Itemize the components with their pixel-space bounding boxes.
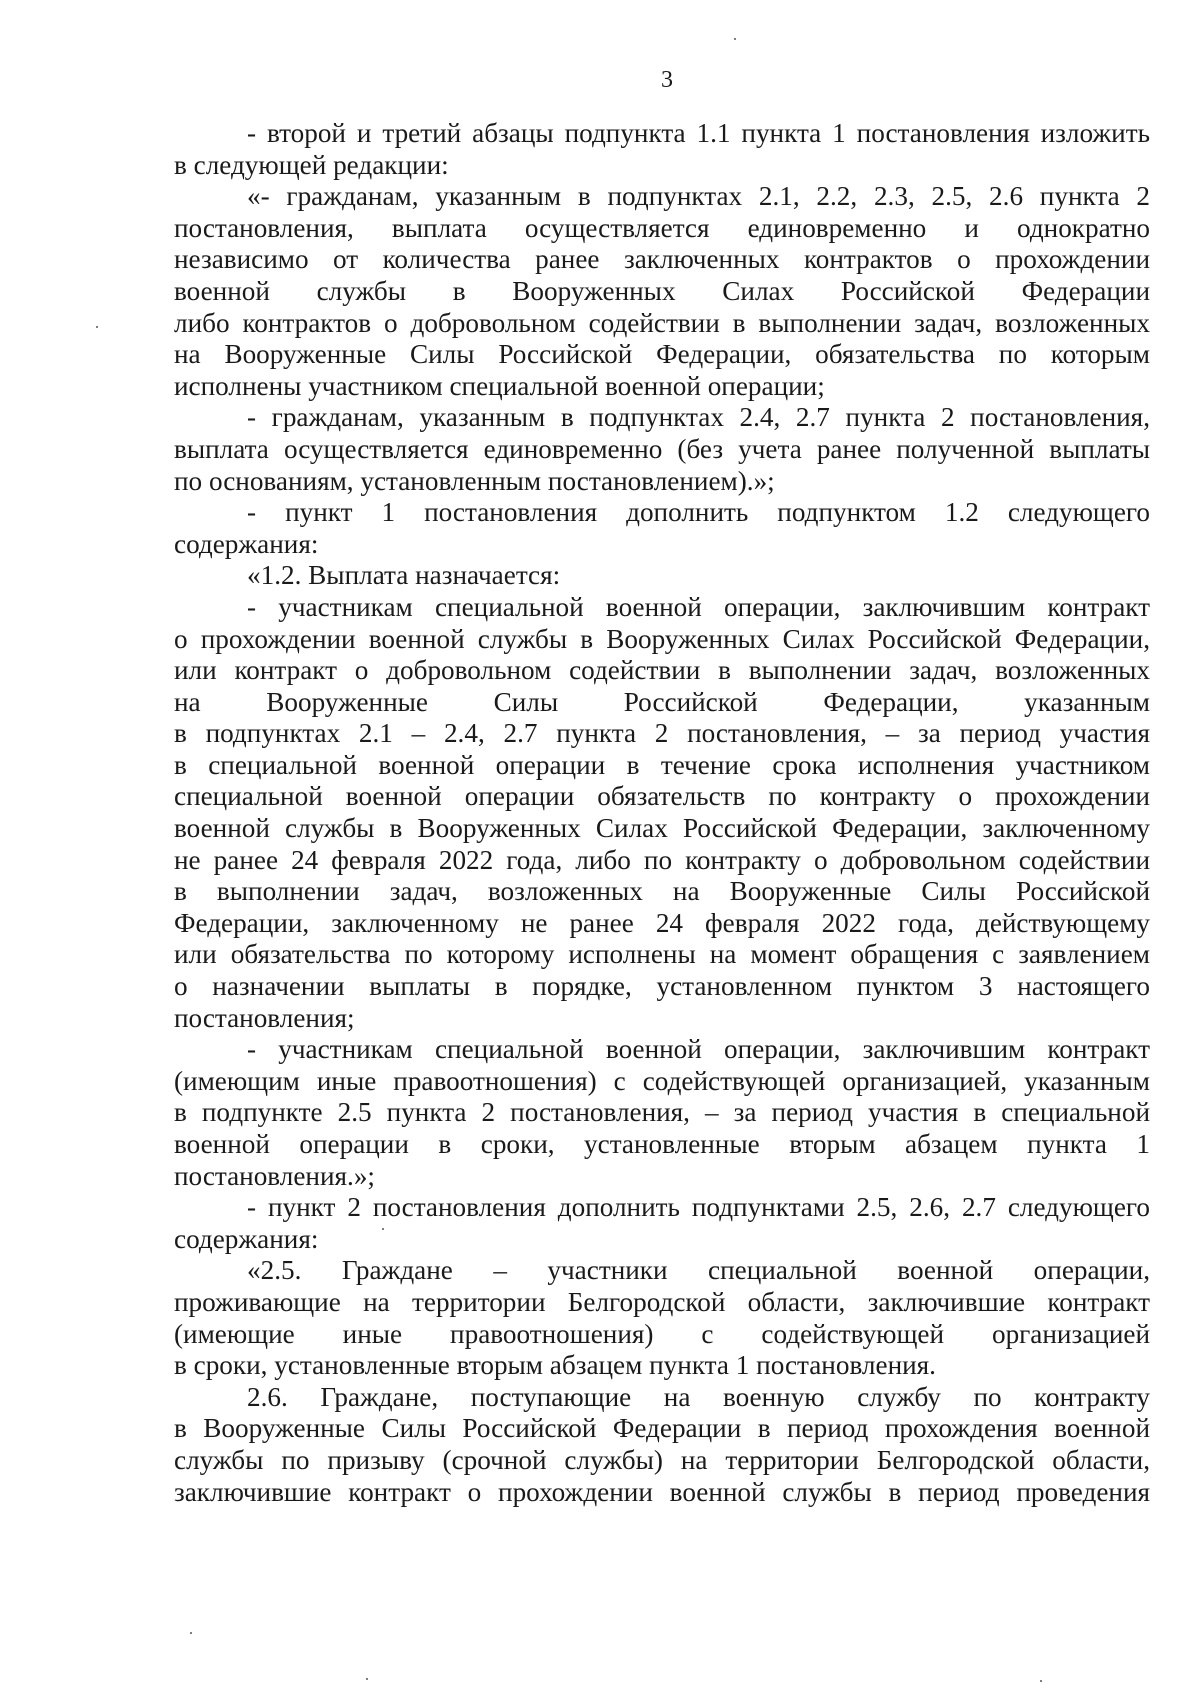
text-line: по основаниям, установленным постановлением).»; xyxy=(174,465,775,496)
text-line: - участникам специальной военной операции, заключившим контракт xyxy=(247,1034,1150,1065)
scan-speck xyxy=(366,1678,368,1680)
text-line: (имеющим иные правоотношения) с содействующей организацией, указанным xyxy=(174,1065,1150,1096)
text-line: - пункт 2 постановления дополнить подпунктами 2.5, 2.6, 2.7 следующего xyxy=(247,1192,1150,1223)
text-line: в следующей редакции: xyxy=(174,149,449,180)
text-line: на Вооруженные Силы Российской Федерации, обязательства по которым xyxy=(174,339,1150,370)
text-line: в выполнении задач, возложенных на Вооруженные Силы Российской xyxy=(174,876,1150,907)
text-line: в подпунктах 2.1 – 2.4, 2.7 пункта 2 постановления, – за период участия xyxy=(174,718,1150,749)
text-line: военной операции в сроки, установленные вторым абзацем пункта 1 xyxy=(174,1129,1150,1159)
text-line: 2.6. Граждане, поступающие на военную службу по контракту xyxy=(247,1381,1150,1412)
text-line: «2.5. Граждане – участники специальной военной операции, xyxy=(247,1255,1150,1286)
text-line: заключившие контракт о прохождении военной службы в период проведения xyxy=(174,1476,1150,1507)
text-line: содержания: xyxy=(174,1223,319,1254)
text-line: военной службы в Вооруженных Силах Российской Федерации, заключенному xyxy=(174,813,1150,844)
text-line: «1.2. Выплата назначается: xyxy=(247,560,561,591)
text-line: проживающие на территории Белгородской области, заключившие контракт xyxy=(174,1286,1150,1317)
text-line: Федерации, заключенному не ранее 24 февраля 2022 года, действующему xyxy=(174,907,1150,938)
text-line: независимо от количества ранее заключенных контрактов о прохождении xyxy=(174,244,1150,275)
text-line: специальной военной операции обязательств по контракту о прохождении xyxy=(174,781,1150,812)
text-line: не ранее 24 февраля 2022 года, либо по контракту о добровольном содействии xyxy=(174,844,1150,875)
text-line: службы по призыву (срочной службы) на территории Белгородской области, xyxy=(174,1444,1150,1475)
text-line: «- гражданам, указанным в подпунктах 2.1, 2.2, 2.3, 2.5, 2.6 пункта 2 xyxy=(247,181,1150,212)
document-body xyxy=(174,118,1150,1508)
text-line: в Вооруженные Силы Российской Федерации в период прохождения военной xyxy=(174,1413,1150,1444)
text-line: или обязательства по которому исполнены на момент обращения с заявлением xyxy=(174,939,1150,970)
text-line: - участникам специальной военной операции, заключившим контракт xyxy=(247,591,1150,622)
text-line: на Вооруженные Силы Российской Федерации, указанным xyxy=(174,686,1150,717)
text-line: выплата осуществляется единовременно (без учета ранее полученной выплаты xyxy=(174,433,1150,464)
text-line: - гражданам, указанным в подпунктах 2.4, 2.7 пункта 2 постановления, xyxy=(247,402,1150,433)
text-line: постановления; xyxy=(174,1002,355,1033)
text-line: содержания: xyxy=(174,528,319,559)
scan-speck xyxy=(734,38,736,40)
text-line: - пункт 1 постановления дополнить подпунктом 1.2 следующего xyxy=(247,497,1150,528)
text-line: о прохождении военной службы в Вооруженных Силах Российской Федерации, xyxy=(174,623,1150,654)
text-line: либо контрактов о добровольном содействии в выполнении задач, возложенных xyxy=(174,307,1150,338)
text-line: или контракт о добровольном содействии в выполнении задач, возложенных xyxy=(174,655,1150,686)
scan-speck xyxy=(96,326,98,328)
text-line: постановления.»; xyxy=(174,1160,375,1191)
text-line: о назначении выплаты в порядке, установленном пунктом 3 настоящего xyxy=(174,971,1150,1002)
text-line: (имеющие иные правоотношения) с содействующей организацией xyxy=(174,1318,1150,1349)
scan-speck xyxy=(190,1632,192,1634)
text-line: - второй и третий абзацы подпункта 1.1 пункта 1 постановления изложить xyxy=(247,118,1150,148)
text-line: в специальной военной операции в течение срока исполнения участником xyxy=(174,749,1150,780)
scan-speck xyxy=(1040,1680,1042,1682)
text-line: военной службы в Вооруженных Силах Российской Федерации xyxy=(174,275,1150,306)
text-line: постановления, выплата осуществляется единовременно и однократно xyxy=(174,212,1150,243)
text-line: в сроки, установленные вторым абзацем пункта 1 постановления. xyxy=(174,1350,936,1381)
text-line: в подпункте 2.5 пункта 2 постановления, – за период участия в специальной xyxy=(174,1097,1150,1128)
scan-speck xyxy=(382,1228,384,1230)
page-number: 3 xyxy=(661,67,673,93)
text-line: исполнены участником специальной военной операции; xyxy=(174,370,825,401)
